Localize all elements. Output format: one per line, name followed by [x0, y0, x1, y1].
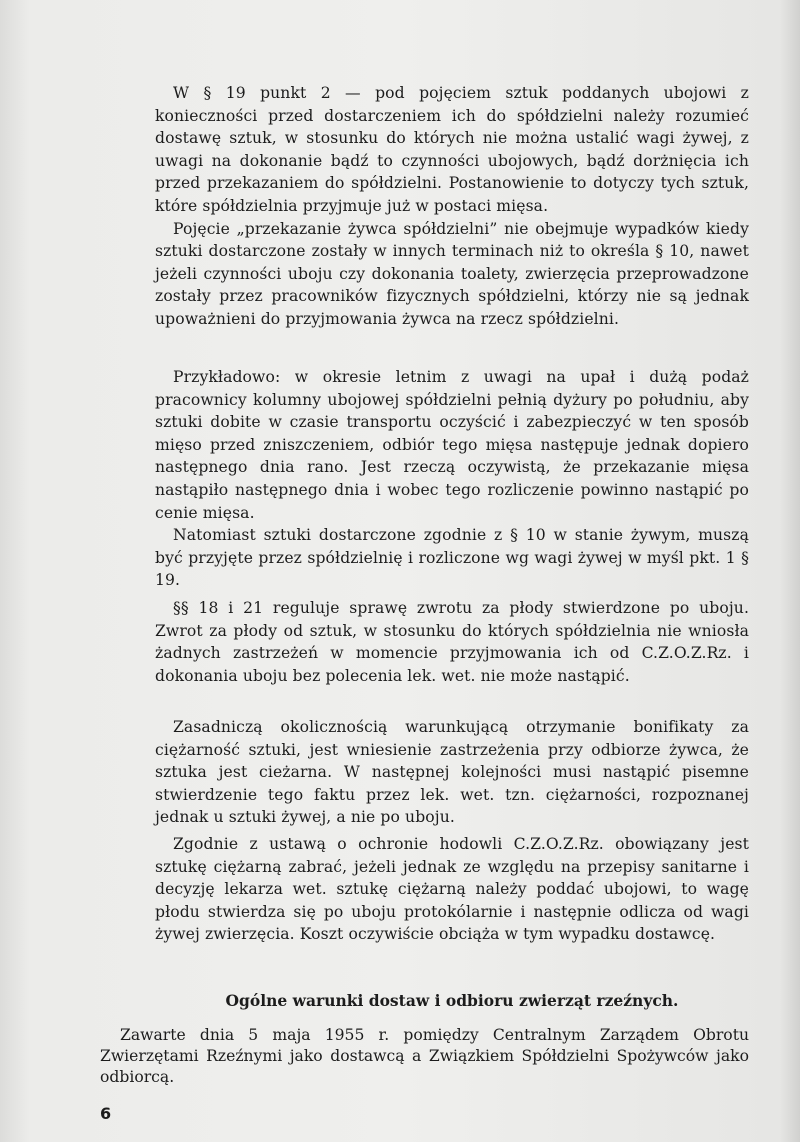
section-heading: Ogólne warunki dostaw i odbioru zwierząt rzeźnych.	[225, 991, 679, 1010]
section-paragraph-18-21	[155, 597, 749, 687]
paragraph: Pojęcie „przekazanie żywca spółdzielni” nie obejmuje wypadków kiedy sztuki dostarczone zostały w innych terminach niż to określa § 10, nawet jeżeli czynności uboju czy dokonania toalety, zwierzęcia przeprowadzone zostały przez pracowników fizycznych spółdzielni, którzy nie są jednak upoważnieni do przyjmowania żywca na rzecz spółdzielni.	[155, 219, 749, 328]
paragraph: Zasadniczą okolicznością warunkującą otrzymanie bonifikaty za ciężarność sztuki, jest wniesienie zastrzeżenia przy odbiorze żywca, że sztuka jest cieżarna. W następnej kolejności musi nastąpić pisemne stwierdzenie tego faktu przez lek. wet. tzn. ciężarności, rozpoznanej jednak u sztuki żywej, a nie po uboju.	[155, 718, 749, 827]
paragraph: §§ 18 i 21 reguluje sprawę zwrotu za płody stwierdzone po uboju. Zwrot za płody od sztuk, w stosunku do których spółdzielnia nie wniosła żadnych zastrzeżeń w momencie przyjmowania ich od C.Z.O.Z.Rz. i dokonania uboju bez polecenia lek. wet. nie może nastąpić.	[155, 599, 749, 685]
paragraph: W § 19 punkt 2 — pod pojęciem sztuk poddanych ubojowi z konieczności przed dostarczeniem ich do spółdzielni należy rozumieć dostawę sztuk, w stosunku do których nie można ustalić wagi żywej, z uwagi na dokonanie bądź to czynności ubojowych, bądź dorżnięcia ich przed przekazaniem do spółdzielni. Postanowienie to dotyczy tych sztuk, które spółdzielnia przyjmuje już w postaci mięsa.	[155, 84, 749, 215]
paragraph: Przykładowo: w okresie letnim z uwagi na upał i dużą podaż pracownicy kolumny ubojowej spółdzielni pełnią dyżury po południu, aby sztuki dobite w czasie transportu oczyścić i zabezpieczyć w ten sposób mięso przed zniszczeniem, odbiór tego mięsa następuje jednak dopiero następnego dnia rano. Jest rzeczą oczywistą, że przekazanie mięsa nastąpiło następnego dnia i wobec tego rozliczenie powinno nastąpić po cenie mięsa.	[155, 368, 749, 522]
section-paragraph-19	[155, 82, 749, 331]
intro-paragraph	[100, 1025, 749, 1088]
paragraph: Zawarte dnia 5 maja 1955 r. pomiędzy Centralnym Zarządem Obrotu Zwierzętami Rzeźnymi jako dostawcą a Związkiem Spółdzielni Spożywców jako odbiorcą.	[100, 1026, 749, 1086]
breeding-law-paragraph	[155, 833, 749, 946]
page-number: 6	[100, 1104, 112, 1123]
paragraph: Natomiast sztuki dostarczone zgodnie z § 10 w stanie żywym, muszą być przyjęte przez spółdzielnię i rozliczone wg wagi żywej w myśl pkt. 1 § 19.	[155, 526, 749, 590]
example-paragraph	[155, 366, 749, 592]
paragraph: Zgodnie z ustawą o ochronie hodowli C.Z.O.Z.Rz. obowiązany jest sztukę ciężarną zabrać, jeżeli jednak ze względu na przepisy sanitarne i decyzję lekarza wet. sztukę ciężarną należy poddać ubojowi, to wagę płodu stwierdza się po uboju protokólarnie i następnie odlicza od wagi żywej zwierzęcia. Koszt oczywiście obciąża w tym wypadku dostawcę.	[155, 835, 749, 944]
bonus-paragraph	[155, 716, 749, 829]
